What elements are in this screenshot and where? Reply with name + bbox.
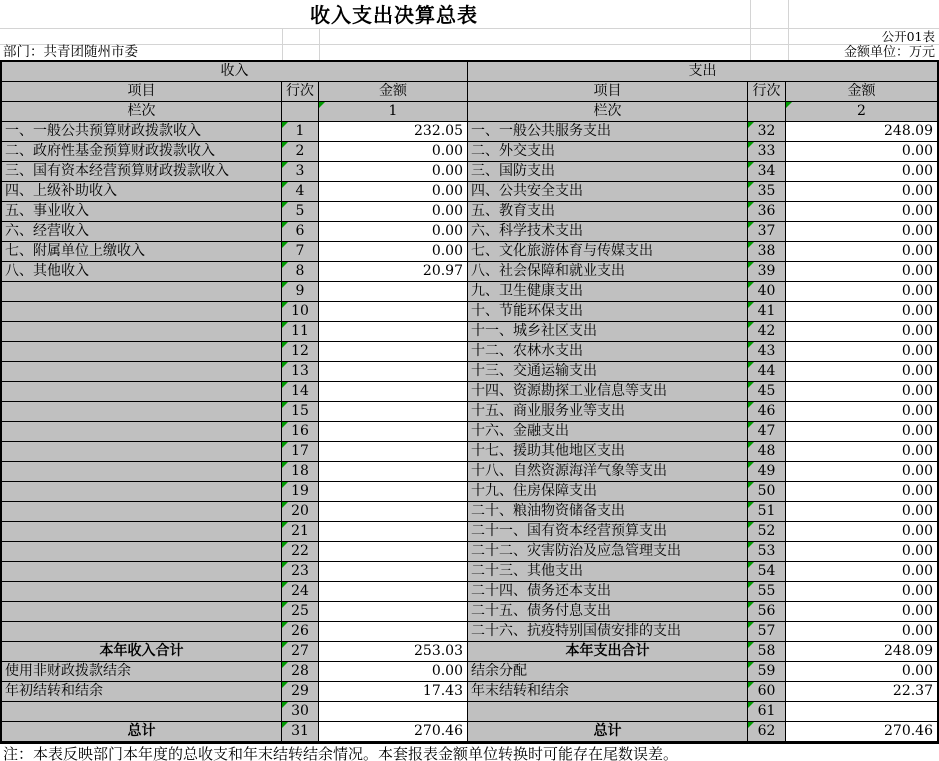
income-amount-cell: 253.03 xyxy=(319,642,468,662)
green-triangle-icon xyxy=(748,382,754,388)
income-item-cell: 本年收入合计 xyxy=(2,642,282,662)
expense-amount-cell: 0.00 xyxy=(786,662,937,682)
expense-rowno-cell: 60 xyxy=(748,682,786,702)
expense-rowno-cell: 35 xyxy=(748,182,786,202)
green-triangle-icon xyxy=(282,722,288,728)
green-triangle-icon xyxy=(282,202,288,208)
income-rowno-cell: 10 xyxy=(282,302,319,322)
expense-amount-cell: 248.09 xyxy=(786,122,937,142)
gridline xyxy=(319,28,320,60)
expense-rowno-cell: 45 xyxy=(748,382,786,402)
expense-amount-cell: 0.00 xyxy=(786,442,937,462)
expense-rowno-cell: 53 xyxy=(748,542,786,562)
expense-amount-cell: 0.00 xyxy=(786,502,937,522)
income-amount-cell xyxy=(319,582,468,602)
green-triangle-icon xyxy=(748,162,754,168)
expense-column-index-value: 2 xyxy=(857,103,866,119)
col-header-amount: 金额 xyxy=(319,82,468,102)
income-rowno-cell: 13 xyxy=(282,362,319,382)
income-amount-cell xyxy=(319,342,468,362)
income-item-cell xyxy=(2,622,282,642)
income-item-cell xyxy=(2,382,282,402)
income-rowno-cell: 16 xyxy=(282,422,319,442)
income-item-cell: 一、一般公共预算财政拨款收入 xyxy=(2,122,282,142)
income-amount-cell xyxy=(319,282,468,302)
expense-rowno-cell: 59 xyxy=(748,662,786,682)
green-triangle-icon xyxy=(748,642,754,648)
income-rowno-cell: 18 xyxy=(282,462,319,482)
income-rowno-cell: 15 xyxy=(282,402,319,422)
income-rowno-cell: 27 xyxy=(282,642,319,662)
green-triangle-icon xyxy=(282,322,288,328)
green-triangle-icon xyxy=(748,222,754,228)
expense-rowno-cell: 39 xyxy=(748,262,786,282)
income-item-cell xyxy=(2,542,282,562)
income-rowno-cell: 5 xyxy=(282,202,319,222)
green-triangle-icon xyxy=(282,562,288,568)
expense-amount-cell: 0.00 xyxy=(786,542,937,562)
income-item-cell xyxy=(2,462,282,482)
green-triangle-icon xyxy=(282,222,288,228)
gridline xyxy=(0,44,939,45)
income-item-cell: 五、事业收入 xyxy=(2,202,282,222)
expense-amount-cell: 0.00 xyxy=(786,262,937,282)
income-amount-cell: 0.00 xyxy=(319,662,468,682)
income-item-cell: 二、政府性基金预算财政拨款收入 xyxy=(2,142,282,162)
green-triangle-icon xyxy=(282,382,288,388)
expense-amount-cell: 22.37 xyxy=(786,682,937,702)
expense-rowno-cell: 51 xyxy=(748,502,786,522)
income-amount-cell: 0.00 xyxy=(319,242,468,262)
expense-item-cell: 二十五、债务付息支出 xyxy=(468,602,748,622)
sheet-top-header xyxy=(0,0,939,60)
expense-rowno-cell: 41 xyxy=(748,302,786,322)
expense-amount-cell: 0.00 xyxy=(786,402,937,422)
income-rowno-cell: 7 xyxy=(282,242,319,262)
expense-item-cell: 十三、交通运输支出 xyxy=(468,362,748,382)
green-triangle-icon xyxy=(748,342,754,348)
green-triangle-icon xyxy=(282,422,288,428)
expense-item-cell: 总计 xyxy=(468,722,748,742)
income-item-cell xyxy=(2,482,282,502)
income-amount-cell xyxy=(319,362,468,382)
green-triangle-icon xyxy=(748,442,754,448)
green-triangle-icon xyxy=(748,482,754,488)
page-title: 收入支出决算总表 xyxy=(310,3,478,27)
expense-item-cell: 十二、农林水支出 xyxy=(468,342,748,362)
col-header-amount: 金额 xyxy=(786,82,937,102)
income-rowno-cell: 23 xyxy=(282,562,319,582)
expense-amount-cell: 0.00 xyxy=(786,562,937,582)
expense-rowno-cell: 40 xyxy=(748,282,786,302)
income-item-cell xyxy=(2,302,282,322)
expense-amount-cell: 0.00 xyxy=(786,462,937,482)
income-column-index-value: 1 xyxy=(388,103,398,119)
expense-rowno-cell: 62 xyxy=(748,722,786,742)
green-triangle-icon xyxy=(282,622,288,628)
expense-item-cell: 二十三、其他支出 xyxy=(468,562,748,582)
expense-rowno-cell: 33 xyxy=(748,142,786,162)
income-rowno-cell: 30 xyxy=(282,702,319,722)
expense-rowno-cell: 34 xyxy=(748,162,786,182)
column-index-label: 栏次 xyxy=(468,102,748,122)
income-amount-cell xyxy=(319,482,468,502)
green-triangle-icon xyxy=(748,502,754,508)
expense-item-cell: 七、文化旅游体育与传媒支出 xyxy=(468,242,748,262)
income-amount-cell: 270.46 xyxy=(319,722,468,742)
income-amount-cell: 0.00 xyxy=(319,142,468,162)
green-triangle-icon xyxy=(748,722,754,728)
column-index-label: 栏次 xyxy=(2,102,282,122)
income-amount-cell xyxy=(319,382,468,402)
expense-item-cell: 二十、粮油物资储备支出 xyxy=(468,502,748,522)
income-amount-cell xyxy=(319,702,468,722)
income-column-index xyxy=(319,102,468,122)
green-triangle-icon xyxy=(748,542,754,548)
gridline xyxy=(788,0,789,60)
column-index-blank xyxy=(748,102,786,122)
col-header-item: 项目 xyxy=(2,82,282,102)
green-triangle-icon xyxy=(282,502,288,508)
expense-amount-cell: 0.00 xyxy=(786,202,937,222)
green-triangle-icon xyxy=(748,402,754,408)
income-rowno-cell: 31 xyxy=(282,722,319,742)
income-item-cell xyxy=(2,502,282,522)
green-triangle-icon xyxy=(282,442,288,448)
income-rowno-cell: 25 xyxy=(282,602,319,622)
expense-amount-cell: 0.00 xyxy=(786,182,937,202)
expense-rowno-cell: 38 xyxy=(748,242,786,262)
green-triangle-icon xyxy=(748,422,754,428)
income-item-cell: 三、国有资本经营预算财政拨款收入 xyxy=(2,162,282,182)
green-triangle-icon xyxy=(748,262,754,268)
green-triangle-icon xyxy=(282,302,288,308)
green-triangle-icon xyxy=(282,122,288,128)
expense-item-cell: 二、外交支出 xyxy=(468,142,748,162)
income-amount-cell: 20.97 xyxy=(319,262,468,282)
income-item-cell: 年初结转和结余 xyxy=(2,682,282,702)
income-rowno-cell: 1 xyxy=(282,122,319,142)
expense-section-header: 支出 xyxy=(468,62,937,82)
income-amount-cell xyxy=(319,562,468,582)
expense-amount-cell: 0.00 xyxy=(786,482,937,502)
income-amount-cell xyxy=(319,502,468,522)
income-item-cell: 总计 xyxy=(2,722,282,742)
income-rowno-cell: 14 xyxy=(282,382,319,402)
expense-item-cell: 五、教育支出 xyxy=(468,202,748,222)
income-item-cell xyxy=(2,582,282,602)
expense-item-cell: 一、一般公共服务支出 xyxy=(468,122,748,142)
green-triangle-icon xyxy=(748,242,754,248)
expense-amount-cell: 0.00 xyxy=(786,142,937,162)
expense-item-cell: 二十六、抗疫特别国债安排的支出 xyxy=(468,622,748,642)
expense-item-cell: 十七、援助其他地区支出 xyxy=(468,442,748,462)
income-amount-cell xyxy=(319,542,468,562)
gridline xyxy=(282,28,283,60)
expense-item-cell: 二十二、灾害防治及应急管理支出 xyxy=(468,542,748,562)
gridline xyxy=(0,28,939,29)
income-rowno-cell: 4 xyxy=(282,182,319,202)
expense-amount-cell: 0.00 xyxy=(786,522,937,542)
green-triangle-icon xyxy=(748,322,754,328)
green-triangle-icon xyxy=(282,542,288,548)
income-item-cell: 四、上级补助收入 xyxy=(2,182,282,202)
expense-rowno-cell: 58 xyxy=(748,642,786,662)
income-amount-cell: 0.00 xyxy=(319,202,468,222)
green-triangle-icon xyxy=(748,462,754,468)
income-rowno-cell: 20 xyxy=(282,502,319,522)
expense-rowno-cell: 56 xyxy=(748,602,786,622)
green-triangle-icon xyxy=(282,282,288,288)
expense-item-cell: 四、公共安全支出 xyxy=(468,182,748,202)
expense-rowno-cell: 61 xyxy=(748,702,786,722)
income-rowno-cell: 29 xyxy=(282,682,319,702)
green-triangle-icon xyxy=(282,162,288,168)
footnote: 注：本表反映部门本年度的总收支和年末结转结余情况。本套报表金额单位转换时可能存在尾数误差。 xyxy=(3,745,679,761)
green-triangle-icon xyxy=(748,142,754,148)
green-triangle-icon xyxy=(748,202,754,208)
income-amount-cell xyxy=(319,602,468,622)
green-triangle-icon xyxy=(282,402,288,408)
income-rowno-cell: 21 xyxy=(282,522,319,542)
expense-item-cell: 三、国防支出 xyxy=(468,162,748,182)
green-triangle-icon xyxy=(748,182,754,188)
expense-item-cell: 九、卫生健康支出 xyxy=(468,282,748,302)
expense-rowno-cell: 43 xyxy=(748,342,786,362)
expense-rowno-cell: 52 xyxy=(748,522,786,542)
green-triangle-icon xyxy=(282,182,288,188)
income-amount-cell xyxy=(319,302,468,322)
income-rowno-cell: 22 xyxy=(282,542,319,562)
green-triangle-icon xyxy=(282,482,288,488)
green-triangle-icon xyxy=(282,242,288,248)
income-item-cell: 六、经营收入 xyxy=(2,222,282,242)
expense-rowno-cell: 44 xyxy=(748,362,786,382)
expense-rowno-cell: 32 xyxy=(748,122,786,142)
income-item-cell xyxy=(2,342,282,362)
table-code: 公开01表 xyxy=(881,29,935,44)
expense-rowno-cell: 54 xyxy=(748,562,786,582)
green-triangle-icon xyxy=(282,342,288,348)
green-triangle-icon xyxy=(282,662,288,668)
income-item-cell xyxy=(2,402,282,422)
expense-item-cell: 十九、住房保障支出 xyxy=(468,482,748,502)
green-triangle-icon xyxy=(748,622,754,628)
expense-amount-cell: 0.00 xyxy=(786,342,937,362)
expense-amount-cell: 0.00 xyxy=(786,322,937,342)
expense-item-cell: 十一、城乡社区支出 xyxy=(468,322,748,342)
expense-amount-cell: 270.46 xyxy=(786,722,937,742)
income-amount-cell: 0.00 xyxy=(319,162,468,182)
expense-amount-cell: 0.00 xyxy=(786,302,937,322)
income-amount-cell xyxy=(319,422,468,442)
expense-rowno-cell: 36 xyxy=(748,202,786,222)
green-triangle-icon xyxy=(748,682,754,688)
expense-rowno-cell: 55 xyxy=(748,582,786,602)
income-item-cell xyxy=(2,282,282,302)
income-amount-cell xyxy=(319,402,468,422)
income-rowno-cell: 19 xyxy=(282,482,319,502)
expense-rowno-cell: 42 xyxy=(748,322,786,342)
income-item-cell xyxy=(2,322,282,342)
column-index-blank xyxy=(282,102,319,122)
income-rowno-cell: 11 xyxy=(282,322,319,342)
expense-amount-cell: 0.00 xyxy=(786,422,937,442)
expense-rowno-cell: 48 xyxy=(748,442,786,462)
green-triangle-icon xyxy=(748,562,754,568)
green-triangle-icon xyxy=(282,462,288,468)
green-triangle-icon xyxy=(748,522,754,528)
income-rowno-cell: 17 xyxy=(282,442,319,462)
income-amount-cell xyxy=(319,462,468,482)
amount-unit-label: 金额单位：万元 xyxy=(843,45,935,60)
expense-amount-cell: 0.00 xyxy=(786,602,937,622)
income-item-cell: 七、附属单位上缴收入 xyxy=(2,242,282,262)
expense-amount-cell: 0.00 xyxy=(786,382,937,402)
expense-rowno-cell: 57 xyxy=(748,622,786,642)
expense-rowno-cell: 49 xyxy=(748,462,786,482)
income-item-cell xyxy=(2,442,282,462)
col-header-rowno: 行次 xyxy=(748,82,786,102)
table-grid xyxy=(0,60,939,744)
expense-rowno-cell: 50 xyxy=(748,482,786,502)
income-item-cell xyxy=(2,362,282,382)
expense-item-cell: 本年支出合计 xyxy=(468,642,748,662)
expense-item-cell: 十五、商业服务业等支出 xyxy=(468,402,748,422)
income-rowno-cell: 26 xyxy=(282,622,319,642)
income-rowno-cell: 8 xyxy=(282,262,319,282)
income-item-cell xyxy=(2,522,282,542)
expense-item-cell: 二十一、国有资本经营预算支出 xyxy=(468,522,748,542)
expense-item-cell: 八、社会保障和就业支出 xyxy=(468,262,748,282)
expense-item-cell: 二十四、债务还本支出 xyxy=(468,582,748,602)
income-amount-cell xyxy=(319,322,468,342)
green-triangle-icon xyxy=(748,602,754,608)
expense-item-cell: 十四、资源勘探工业信息等支出 xyxy=(468,382,748,402)
green-triangle-icon xyxy=(282,642,288,648)
income-amount-cell xyxy=(319,442,468,462)
expense-item-cell: 年末结转和结余 xyxy=(468,682,748,702)
expense-item-cell: 六、科学技术支出 xyxy=(468,222,748,242)
green-triangle-icon xyxy=(282,522,288,528)
green-triangle-icon xyxy=(282,582,288,588)
expense-item-cell xyxy=(468,702,748,722)
col-header-item: 项目 xyxy=(468,82,748,102)
green-triangle-icon xyxy=(282,702,288,708)
expense-amount-cell xyxy=(786,702,937,722)
income-amount-cell: 17.43 xyxy=(319,682,468,702)
income-item-cell xyxy=(2,602,282,622)
income-rowno-cell: 9 xyxy=(282,282,319,302)
green-triangle-icon xyxy=(748,662,754,668)
income-section-header: 收入 xyxy=(2,62,468,82)
expense-amount-cell: 0.00 xyxy=(786,622,937,642)
green-triangle-icon xyxy=(282,362,288,368)
department-label: 部门：共青团随州市委 xyxy=(3,44,138,60)
income-rowno-cell: 24 xyxy=(282,582,319,602)
expense-item-cell: 十八、自然资源海洋气象等支出 xyxy=(468,462,748,482)
income-item-cell: 八、其他收入 xyxy=(2,262,282,282)
income-rowno-cell: 6 xyxy=(282,222,319,242)
col-header-rowno: 行次 xyxy=(282,82,319,102)
expense-rowno-cell: 37 xyxy=(748,222,786,242)
expense-item-cell: 十六、金融支出 xyxy=(468,422,748,442)
green-triangle-icon xyxy=(748,282,754,288)
income-item-cell xyxy=(2,562,282,582)
green-triangle-icon xyxy=(282,262,288,268)
green-triangle-icon xyxy=(748,302,754,308)
income-amount-cell xyxy=(319,622,468,642)
green-triangle-icon xyxy=(748,582,754,588)
green-triangle-icon xyxy=(748,122,754,128)
green-triangle-icon xyxy=(282,142,288,148)
income-amount-cell: 232.05 xyxy=(319,122,468,142)
expense-amount-cell: 0.00 xyxy=(786,222,937,242)
green-triangle-icon xyxy=(748,362,754,368)
green-triangle-icon xyxy=(282,602,288,608)
expense-rowno-cell: 47 xyxy=(748,422,786,442)
income-amount-cell xyxy=(319,522,468,542)
green-triangle-icon xyxy=(786,102,792,108)
income-item-cell xyxy=(2,702,282,722)
green-triangle-icon xyxy=(282,682,288,688)
income-rowno-cell: 12 xyxy=(282,342,319,362)
income-rowno-cell: 28 xyxy=(282,662,319,682)
expense-amount-cell: 0.00 xyxy=(786,282,937,302)
expense-amount-cell: 248.09 xyxy=(786,642,937,662)
expense-amount-cell: 0.00 xyxy=(786,582,937,602)
income-amount-cell: 0.00 xyxy=(319,222,468,242)
expense-rowno-cell: 46 xyxy=(748,402,786,422)
income-rowno-cell: 3 xyxy=(282,162,319,182)
expense-item-cell: 结余分配 xyxy=(468,662,748,682)
green-triangle-icon xyxy=(748,702,754,708)
green-triangle-icon xyxy=(319,102,325,108)
income-rowno-cell: 2 xyxy=(282,142,319,162)
income-item-cell: 使用非财政拨款结余 xyxy=(2,662,282,682)
income-amount-cell: 0.00 xyxy=(319,182,468,202)
expense-item-cell: 十、节能环保支出 xyxy=(468,302,748,322)
expense-amount-cell: 0.00 xyxy=(786,362,937,382)
expense-amount-cell: 0.00 xyxy=(786,162,937,182)
expense-amount-cell: 0.00 xyxy=(786,242,937,262)
expense-column-index xyxy=(786,102,937,122)
income-item-cell xyxy=(2,422,282,442)
